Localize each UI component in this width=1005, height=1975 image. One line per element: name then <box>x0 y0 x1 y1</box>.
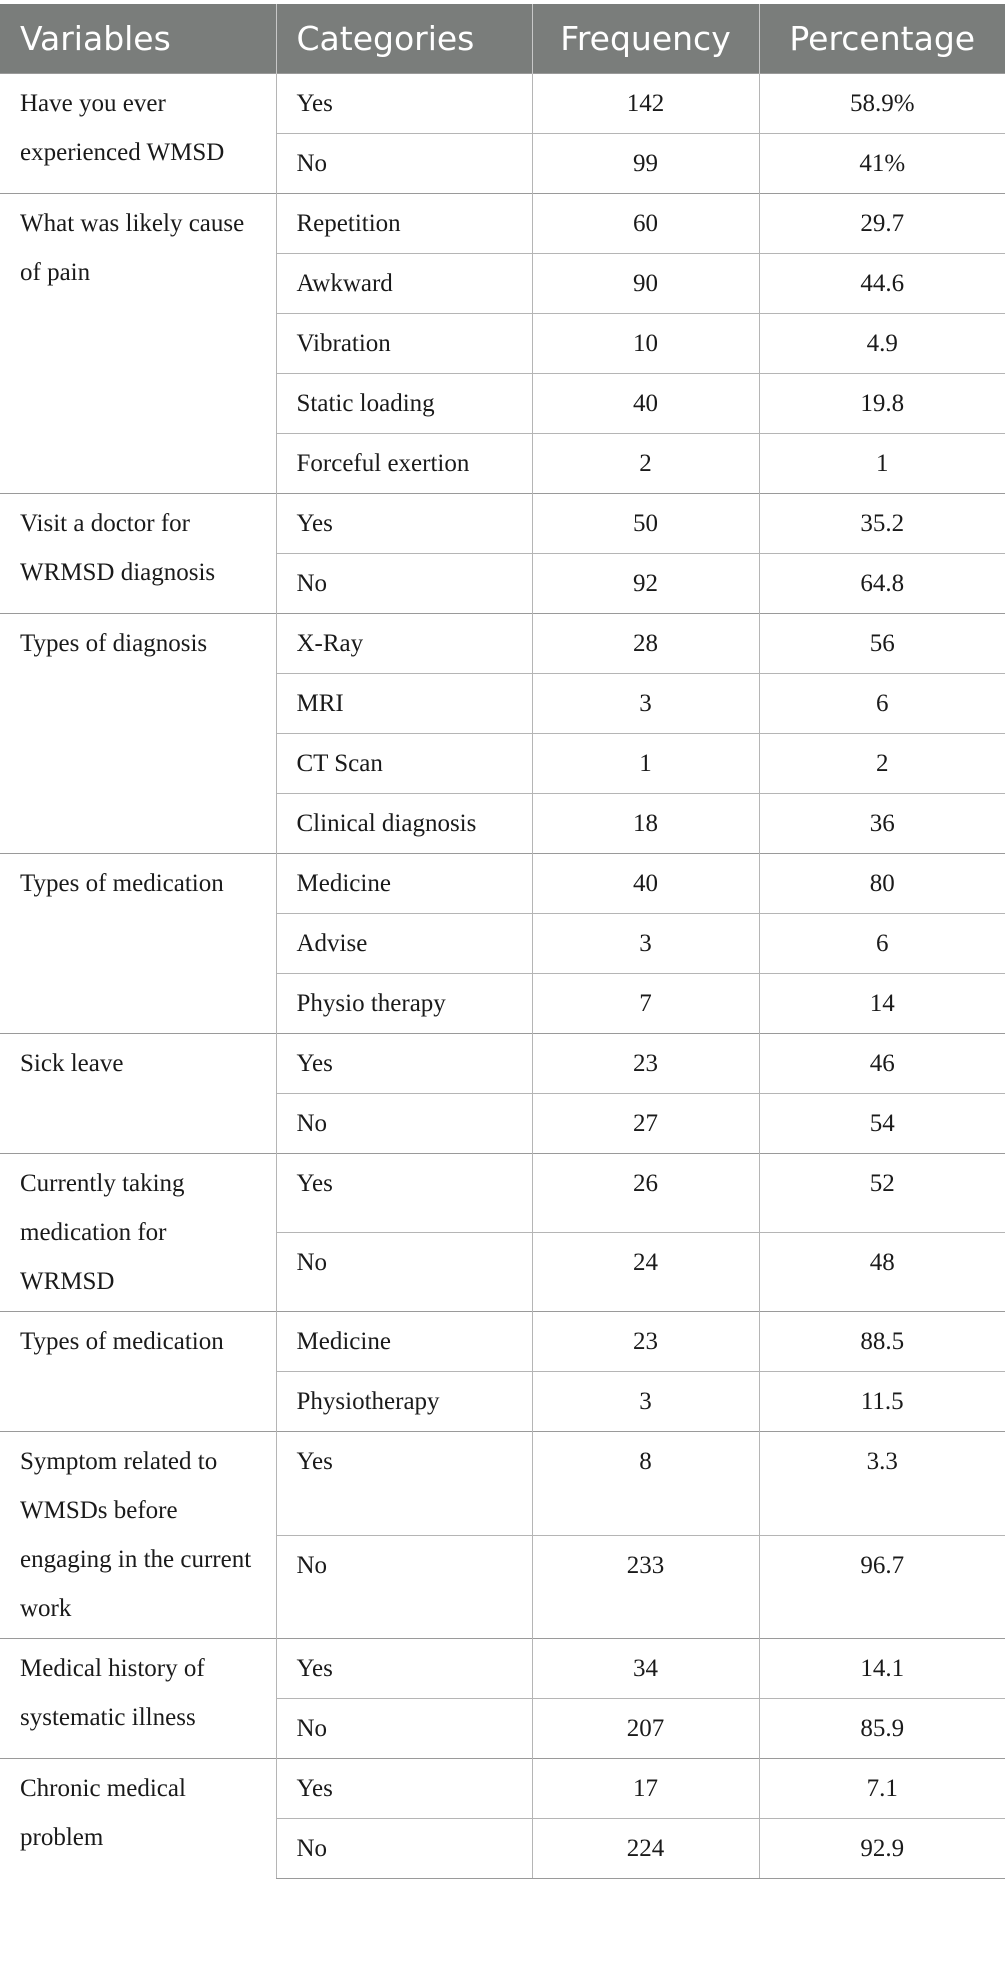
category-cell: No <box>276 1094 532 1154</box>
frequency-cell: 142 <box>532 74 759 134</box>
category-cell: No <box>276 1699 532 1759</box>
frequency-cell: 8 <box>532 1432 759 1536</box>
table-row <box>0 1312 1005 1372</box>
category-cell: Medicine <box>276 854 532 914</box>
category-cell: Vibration <box>276 314 532 374</box>
frequency-cell: 50 <box>532 494 759 554</box>
category-cell: Yes <box>276 494 532 554</box>
table-row <box>0 74 1005 134</box>
percentage-cell: 11.5 <box>759 1372 1005 1432</box>
variable-cell: Types of diagnosis <box>0 614 276 854</box>
category-cell: CT Scan <box>276 734 532 794</box>
percentage-cell: 46 <box>759 1034 1005 1094</box>
percentage-cell: 6 <box>759 674 1005 734</box>
category-cell: MRI <box>276 674 532 734</box>
category-cell: Yes <box>276 1759 532 1819</box>
frequency-cell: 3 <box>532 914 759 974</box>
frequency-cell: 34 <box>532 1639 759 1699</box>
percentage-cell: 41% <box>759 134 1005 194</box>
category-cell: Static loading <box>276 374 532 434</box>
frequency-cell: 2 <box>532 434 759 494</box>
table-row <box>0 1034 1005 1094</box>
category-cell: Yes <box>276 1034 532 1094</box>
frequency-cell: 1 <box>532 734 759 794</box>
percentage-cell: 92.9 <box>759 1819 1005 1879</box>
frequency-cell: 27 <box>532 1094 759 1154</box>
variable-cell: Currently taking medication for WRMSD <box>0 1154 276 1312</box>
frequency-cell: 23 <box>532 1312 759 1372</box>
category-cell: Physiotherapy <box>276 1372 532 1432</box>
frequency-cell: 90 <box>532 254 759 314</box>
header-frequency: Frequency <box>532 4 759 74</box>
percentage-cell: 3.3 <box>759 1432 1005 1536</box>
category-cell: Physio therapy <box>276 974 532 1034</box>
percentage-cell: 56 <box>759 614 1005 674</box>
percentage-cell: 64.8 <box>759 554 1005 614</box>
frequency-cell: 7 <box>532 974 759 1034</box>
variable-cell: Medical history of systematic illness <box>0 1639 276 1759</box>
category-cell: Yes <box>276 74 532 134</box>
header-categories: Categories <box>276 4 532 74</box>
frequency-cell: 40 <box>532 854 759 914</box>
percentage-cell: 48 <box>759 1233 1005 1312</box>
percentage-cell: 54 <box>759 1094 1005 1154</box>
percentage-cell: 85.9 <box>759 1699 1005 1759</box>
header-percentage: Percentage <box>759 4 1005 74</box>
table-body <box>0 74 1005 1879</box>
percentage-cell: 36 <box>759 794 1005 854</box>
frequency-cell: 26 <box>532 1154 759 1233</box>
percentage-cell: 6 <box>759 914 1005 974</box>
category-cell: No <box>276 554 532 614</box>
category-cell: No <box>276 134 532 194</box>
percentage-cell: 19.8 <box>759 374 1005 434</box>
percentage-cell: 58.9% <box>759 74 1005 134</box>
category-cell: Yes <box>276 1154 532 1233</box>
frequency-cell: 233 <box>532 1535 759 1639</box>
category-cell: No <box>276 1535 532 1639</box>
data-table <box>0 4 1005 1879</box>
percentage-cell: 52 <box>759 1154 1005 1233</box>
frequency-cell: 24 <box>532 1233 759 1312</box>
table-row <box>0 1154 1005 1233</box>
category-cell: Medicine <box>276 1312 532 1372</box>
frequency-cell: 224 <box>532 1819 759 1879</box>
category-cell: Clinical diagnosis <box>276 794 532 854</box>
table-row <box>0 194 1005 254</box>
table-row <box>0 1639 1005 1699</box>
table-row <box>0 854 1005 914</box>
variable-cell: Have you ever experienced WMSD <box>0 74 276 194</box>
frequency-cell: 207 <box>532 1699 759 1759</box>
frequency-cell: 60 <box>532 194 759 254</box>
percentage-cell: 80 <box>759 854 1005 914</box>
table-row <box>0 614 1005 674</box>
frequency-cell: 17 <box>532 1759 759 1819</box>
frequency-cell: 99 <box>532 134 759 194</box>
percentage-cell: 14.1 <box>759 1639 1005 1699</box>
variable-cell: Chronic medical problem <box>0 1759 276 1879</box>
percentage-cell: 35.2 <box>759 494 1005 554</box>
variable-cell: Types of medication <box>0 854 276 1034</box>
percentage-cell: 96.7 <box>759 1535 1005 1639</box>
variable-cell: Symptom related to WMSDs before engaging in the current work <box>0 1432 276 1639</box>
category-cell: Awkward <box>276 254 532 314</box>
percentage-cell: 2 <box>759 734 1005 794</box>
variable-cell: Sick leave <box>0 1034 276 1154</box>
category-cell: Repetition <box>276 194 532 254</box>
frequency-cell: 40 <box>532 374 759 434</box>
header-row <box>0 4 1005 74</box>
percentage-cell: 88.5 <box>759 1312 1005 1372</box>
category-cell: Advise <box>276 914 532 974</box>
table-header <box>0 4 1005 74</box>
frequency-cell: 92 <box>532 554 759 614</box>
percentage-cell: 7.1 <box>759 1759 1005 1819</box>
category-cell: Yes <box>276 1432 532 1536</box>
percentage-cell: 44.6 <box>759 254 1005 314</box>
frequency-cell: 23 <box>532 1034 759 1094</box>
table-row <box>0 494 1005 554</box>
percentage-cell: 14 <box>759 974 1005 1034</box>
frequency-cell: 10 <box>532 314 759 374</box>
category-cell: Yes <box>276 1639 532 1699</box>
variable-cell: Types of medication <box>0 1312 276 1432</box>
frequency-cell: 3 <box>532 674 759 734</box>
frequency-cell: 28 <box>532 614 759 674</box>
category-cell: Forceful exertion <box>276 434 532 494</box>
percentage-cell: 1 <box>759 434 1005 494</box>
table-row <box>0 1759 1005 1819</box>
frequency-cell: 18 <box>532 794 759 854</box>
frequency-cell: 3 <box>532 1372 759 1432</box>
header-variables: Variables <box>0 4 276 74</box>
table-row <box>0 1432 1005 1536</box>
variable-cell: Visit a doctor for WRMSD diagnosis <box>0 494 276 614</box>
percentage-cell: 4.9 <box>759 314 1005 374</box>
category-cell: No <box>276 1233 532 1312</box>
variable-cell: What was likely cause of pain <box>0 194 276 494</box>
category-cell: X-Ray <box>276 614 532 674</box>
percentage-cell: 29.7 <box>759 194 1005 254</box>
category-cell: No <box>276 1819 532 1879</box>
